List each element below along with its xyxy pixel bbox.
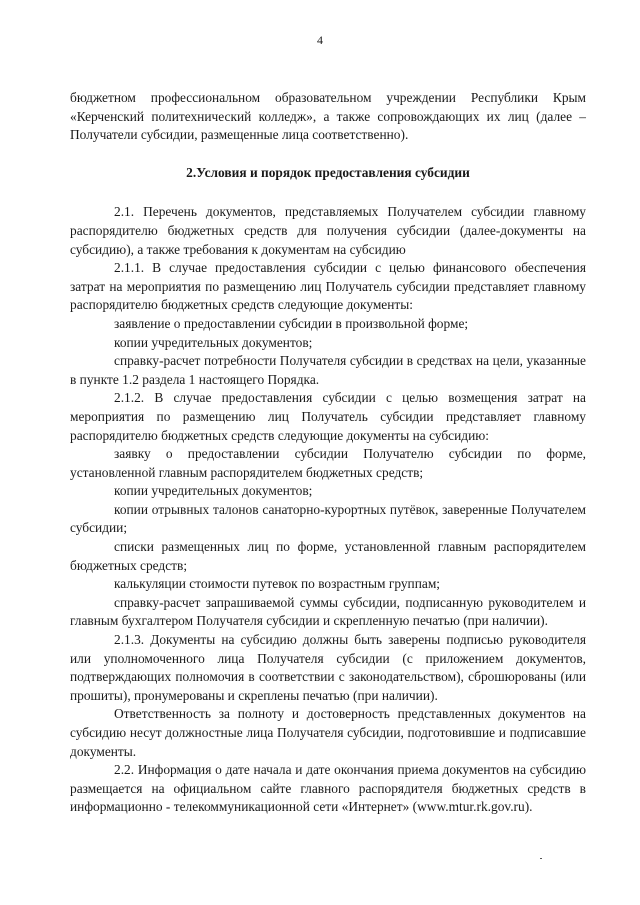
paragraph-2-2: 2.2. Информация о дате начала и дате окончания приема документов на субсидию размещается на официальном сайте главного распорядителя бюджетных средств в информационно - телекоммуникационной сети «Интернет» (www.mtur.rk.gov.ru). — [70, 762, 586, 815]
paragraph-2-1-2: 2.1.2. В случае предоставления субсидии с целью возмещения затрат на мероприятия по размещению лиц Получатель субсидии представляет главному распорядителю бюджетных средств следующие документы на субсидию: — [70, 390, 586, 443]
list-item: списки размещенных лиц по форме, установленной главным распорядителем бюджетных средств; — [70, 539, 586, 573]
list-item: заявление о предоставлении субсидии в произвольной форме; — [114, 315, 469, 331]
list-item: справку-расчет потребности Получателя субсидии в средствах на цели, указанные в пункте 1.2 раздела 1 настоящего Порядка. — [70, 353, 586, 387]
list-item: справку-расчет запрашиваемой суммы субсидии, подписанную руководителем и главным бухгалтером Получателя субсидии и скрепленную печатью (при наличии). — [70, 594, 586, 629]
list-item: калькуляции стоимости путевок по возрастным группам; — [114, 576, 441, 592]
list-item: копии отрывных талонов санаторно-курортных путёвок, заверенные Получателем субсидии; — [70, 501, 586, 536]
section-title: 2.Условия и порядок предоставления субсидии — [186, 164, 470, 180]
list-item: заявку о предоставлении субсидии Получателю субсидии по форме, установленной главным распорядителем бюджетных средств; — [70, 446, 586, 480]
document-body — [70, 89, 586, 817]
paragraph-2-1-3: 2.1.3. Документы на субсидию должны быть заверены подписью руководителя или уполномоченного лица Получателя субсидии (с приложением документов, подтверждающих полномочия в соответствии с законодательством), сброшюрованы (или прошиты), пронумерованы и скреплены печатью (при наличии). — [70, 632, 586, 703]
page-number: 4 — [317, 33, 323, 47]
intro-paragraph: бюджетном профессиональном образовательном учреждении Республики Крым «Керченский политехнический колледж», а также сопровождающих их лиц (далее – Получатели субсидии, размещенные лица соответственно). — [70, 90, 586, 143]
scan-speck — [540, 858, 542, 859]
paragraph-2-1: 2.1. Перечень документов, представляемых Получателем субсидии главному распорядителю бюджетных средств для получения субсидии (далее-документы на субсидию), а также требования к документам на субсидию — [70, 204, 586, 257]
list-item: копии учредительных документов; — [114, 334, 313, 350]
list-item: копии учредительных документов; — [114, 483, 313, 499]
responsibility-paragraph: Ответственность за полноту и достоверность представленных документов на субсидию несут должностные лица Получателя субсидии, подготовившие и подписавшие документы. — [70, 706, 586, 759]
paragraph-2-1-1: 2.1.1. В случае предоставления субсидии с целью финансового обеспечения затрат на мероприятия по размещению лиц Получатель субсидии представляет главному распорядителю бюджетных средств следующие документы: — [70, 260, 586, 313]
